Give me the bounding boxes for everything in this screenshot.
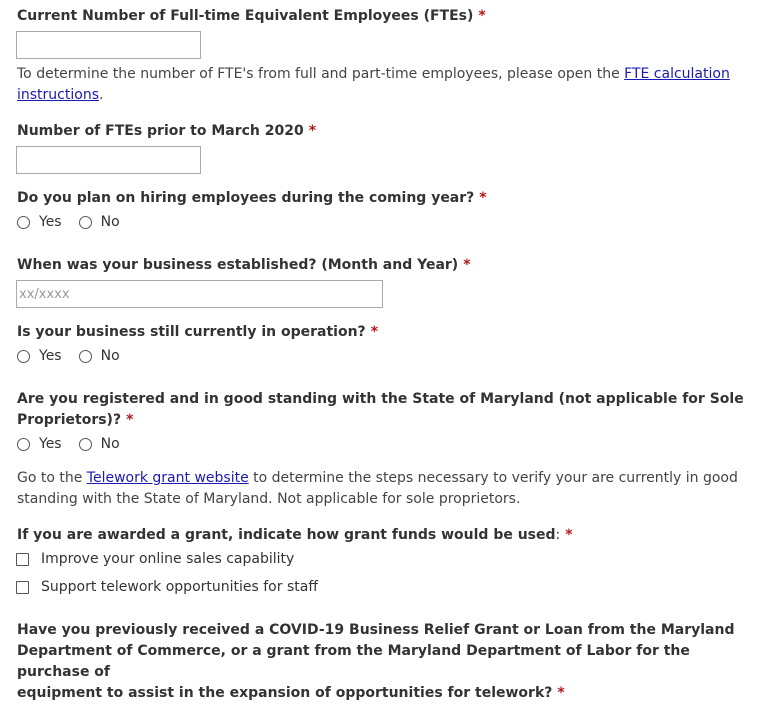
fte-prior-label-text: Number of FTEs prior to March 2020 <box>17 123 304 139</box>
grant-use-label-text: If you are awarded a grant, indicate how grant funds would be used <box>17 527 556 543</box>
radio-button[interactable] <box>17 216 30 229</box>
in-operation-radio-group <box>16 348 136 364</box>
fte-instructions-link[interactable]: instructions <box>17 87 99 103</box>
grant-use-telework-option[interactable] <box>16 579 318 595</box>
radio-button[interactable] <box>79 350 92 363</box>
telework-grant-website-link[interactable]: Telework grant website <box>86 470 249 486</box>
grant-use-label-colon: : <box>555 527 561 543</box>
fte-prior-label <box>17 121 316 142</box>
required-marker: * <box>479 190 487 206</box>
good-standing-radio-group <box>16 436 136 452</box>
established-date-input[interactable] <box>16 280 383 308</box>
in-operation-label <box>17 322 378 343</box>
hiring-plan-radio-group <box>16 214 136 230</box>
good-standing-help-line1: to determine the steps necessary to verify your are currently in good <box>248 470 738 486</box>
fte-current-label-text: Current Number of Full-time Equivalent Employees (FTEs) <box>17 8 474 24</box>
required-marker: * <box>463 257 471 273</box>
hiring-plan-label-text: Do you plan on hiring employees during the coming year? <box>17 190 475 206</box>
radio-label: Yes <box>39 348 62 364</box>
radio-button[interactable] <box>17 438 30 451</box>
good-standing-help-text <box>17 468 757 510</box>
radio-button[interactable] <box>17 350 30 363</box>
previous-grant-label <box>17 620 767 704</box>
required-marker: * <box>565 527 573 543</box>
grant-use-online-sales-option[interactable] <box>16 551 294 567</box>
fte-help-text <box>17 64 747 106</box>
checkbox[interactable] <box>16 581 29 594</box>
checkbox-label: Support telework opportunities for staff <box>41 579 318 595</box>
established-label <box>17 255 471 276</box>
radio-label: Yes <box>39 436 62 452</box>
fte-calculation-link[interactable]: FTE calculation <box>624 66 730 82</box>
good-standing-help-prefix: Go to the <box>17 470 87 486</box>
in-operation-no-option[interactable] <box>78 348 120 364</box>
hiring-plan-no-option[interactable] <box>78 214 120 230</box>
radio-label: No <box>100 214 120 230</box>
radio-button[interactable] <box>79 216 92 229</box>
required-marker: * <box>478 8 486 24</box>
grant-use-label <box>17 525 573 546</box>
previous-grant-label-line2: Department of Commerce, or a grant from the Maryland Department of Labor for the purchase of <box>17 643 690 680</box>
previous-grant-label-line3: equipment to assist in the expansion of opportunities for telework? <box>17 685 553 701</box>
fte-help-suffix: . <box>98 87 104 103</box>
hiring-plan-yes-option[interactable] <box>16 214 62 230</box>
good-standing-yes-option[interactable] <box>16 436 62 452</box>
required-marker: * <box>370 324 379 340</box>
fte-current-label <box>17 6 486 27</box>
radio-label: No <box>100 436 120 452</box>
hiring-plan-label <box>17 188 487 209</box>
radio-button[interactable] <box>79 438 92 451</box>
required-marker: * <box>126 412 134 428</box>
good-standing-help-line2: standing with the State of Maryland. Not applicable for sole proprietors. <box>17 491 521 507</box>
required-marker: * <box>557 685 565 701</box>
good-standing-label <box>17 389 757 431</box>
required-marker: * <box>308 123 317 139</box>
good-standing-label-line1: Are you registered and in good standing with the State of Maryland (not applicable for Sole <box>17 391 744 407</box>
established-label-text: When was your business established? (Month and Year) <box>17 257 459 273</box>
fte-help-prefix: To determine the number of FTE's from full and part-time employees, please open the <box>17 66 625 82</box>
good-standing-no-option[interactable] <box>78 436 120 452</box>
checkbox[interactable] <box>16 553 29 566</box>
radio-label: No <box>100 348 120 364</box>
fte-current-input[interactable] <box>16 31 201 59</box>
checkbox-label: Improve your online sales capability <box>41 551 295 567</box>
in-operation-yes-option[interactable] <box>16 348 62 364</box>
fte-prior-input[interactable] <box>16 146 201 174</box>
previous-grant-label-line1: Have you previously received a COVID-19 Business Relief Grant or Loan from the Maryland <box>17 622 735 638</box>
in-operation-label-text: Is your business still currently in operation? <box>17 324 366 340</box>
radio-label: Yes <box>39 214 62 230</box>
good-standing-label-line2: Proprietors)? <box>17 412 122 428</box>
